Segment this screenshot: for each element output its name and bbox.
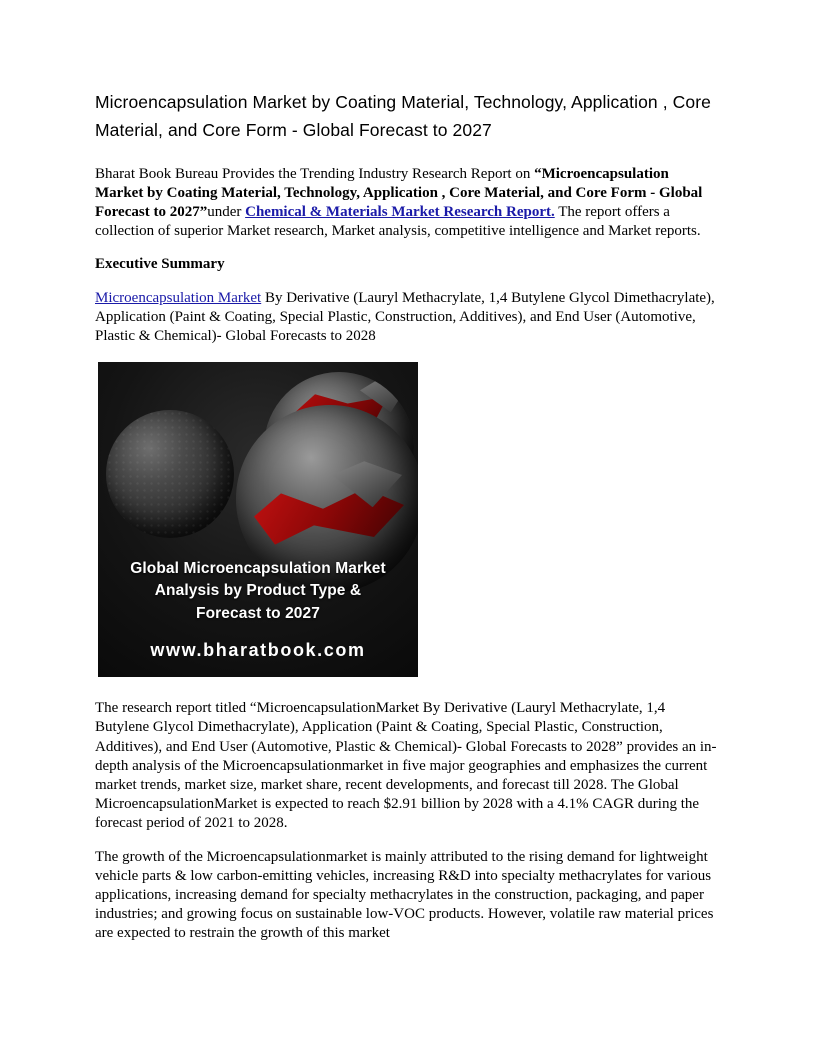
sphere-textured-icon [106,410,234,538]
intro-lead: Bharat Book Bureau Provides the Trending Industry Research Report on [95,165,535,182]
research-report-paragraph: The research report titled “MicroencapsulationMarket By Derivative (Lauryl Methacrylate, 1,4 Butylene Glycol Dimethacrylate), Application (Paint & Coating, Special Plastic, Construction, Additives), and End User (Automotive, Plastic & Chemical)- Global Forecasts to 2028” provides an in-depth analysis of the Microencapsulationmarket in five major geographies and emphasizes the current market trends, market size, market share, recent developments, and forecast till 2028. The Global MicroencapsulationMarket is expected to reach $2.91 billion by 2028 with a 4.1% CAGR during the forecast period of 2021 to 2028. [95,700,717,832]
page-title: Microencapsulation Market by Coating Material, Technology, Application , Core Material, and Core Form - Global Forecast to 2027 [95,92,711,141]
intro-paragraph [95,165,720,242]
figure-background [98,362,418,677]
figure-website-url: www.bharatbook.com [150,640,366,661]
market-report-figure [98,362,418,677]
figure-caption [98,558,418,625]
microencapsulation-market-link[interactable]: Microencapsulation Market [95,289,262,306]
figure-caption-line-2: Analysis by Product Type & [154,582,362,600]
figure-caption-line-1: Global Microencapsulation Market [130,559,386,577]
document-content [95,88,720,957]
intro-report-name: “Microencapsulation Market by Coating Material, Technology, Application , Core Material, and Core Form - Global Forecast to 2027” [95,165,703,221]
summary-rest: By Derivative (Lauryl Methacrylate, 1,4 Butylene Glycol Dimethacrylate), Application (Paint & Coating, Special Plastic, Construction, Additives), and End User (Automotive, Plastic & Chemical)- Global Forecasts to 2028 [95,289,715,344]
intro-tail: The report offers a collection of superior Market research, Market analysis, competitive intelligence and Market reports. [95,204,701,240]
figure-caption-line-3: Forecast to 2027 [196,604,320,622]
executive-summary-heading: Executive Summary [95,256,225,273]
intro-after-report: under [207,204,246,221]
summary-paragraph [95,289,720,347]
category-link[interactable]: Chemical & Materials Market Research Report. [245,204,555,221]
market-growth-paragraph: The growth of the Microencapsulationmarket is mainly attributed to the rising demand for lightweight vehicle parts & low carbon-emitting vehicles, increasing R&D into specialty methacrylates for various applications, increasing demand for specialty methacrylates in the construction, packaging, and paper industries; and growing focus on sustainable low-VOC products. However, volatile raw material prices are expected to restrain the growth of this market [95,848,714,942]
